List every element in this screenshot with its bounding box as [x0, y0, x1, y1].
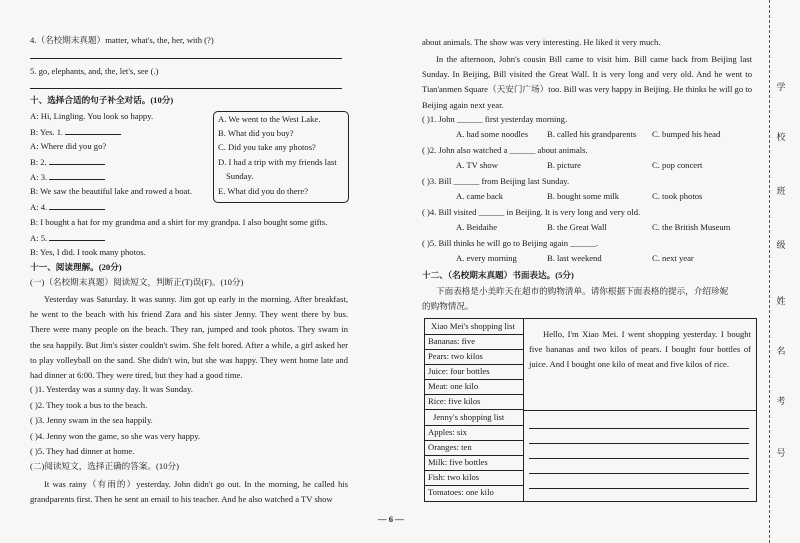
margin-char: 名 — [776, 346, 786, 356]
mc-question-4: ( )4. Bill visited ______ in Beijing. It is very long and very old. — [422, 207, 641, 217]
mc-3-option-c: C. took photos — [652, 191, 703, 201]
margin-char: 校 — [776, 132, 786, 142]
page-number: — 6 — — [378, 514, 404, 524]
blank-5[interactable] — [49, 232, 105, 241]
jenny-item: Tomatoes: one kilo — [428, 487, 494, 497]
section-12-title: 十二、（名校期末真题）书面表达。(5分) — [422, 270, 574, 280]
tf-question-1: ( )1. Yesterday was a sunny day. It was Sunday. — [30, 384, 193, 394]
mc-question-1: ( )1. John ______ first yesterday morning. — [422, 114, 568, 124]
answer-line-4[interactable] — [30, 58, 342, 59]
shopping-lists-column — [425, 319, 524, 501]
writing-line-2[interactable] — [529, 443, 749, 444]
option-e: E. What did you do there? — [218, 186, 309, 196]
dialog-line-8: B: I bought a hat for my grandma and a shirt for my grandpa. I also bought some gifts. — [30, 217, 328, 227]
blank-2[interactable] — [49, 156, 105, 165]
jenny-item: Apples: six — [425, 425, 523, 441]
mc-2-option-b: B. picture — [547, 160, 581, 170]
part-2-title: (二)阅读短文，选择正确的答案。(10分) — [30, 461, 179, 471]
jenny-item: Oranges: ten — [425, 440, 523, 456]
passage-2: It was rainy（有雨的）yesterday. John didn't go out. In the morning, he called his grandparents first. Then he sent an email to his teacher. And he also watched a TV show — [30, 479, 348, 505]
mc-3-option-a: A. came back — [456, 191, 504, 201]
mc-1-option-b: B. called his grandparents — [547, 129, 637, 139]
part-1-title: (一)（名校期末真题）阅读短文，判断正(T)误(F)。(10分) — [30, 277, 244, 287]
xiaomei-item: Pears: two kilos — [425, 349, 523, 365]
dialog-line-3: A: Where did you go? — [30, 141, 107, 151]
dialog-line-7: A: 4. — [30, 201, 105, 214]
mc-2-option-a: A. TV show — [456, 160, 498, 170]
option-a: A. We went to the West Lake. — [218, 114, 321, 124]
writing-line-5[interactable] — [529, 488, 749, 489]
option-d-cont: Sunday. — [226, 171, 254, 181]
dialog-line-1: A: Hi, Lingling. You look so happy. — [30, 111, 154, 121]
blank-3[interactable] — [49, 171, 105, 180]
tf-question-4: ( )4. Jenny won the game, so she was very happy. — [30, 431, 201, 441]
question-5: 5. go, elephants, and, the, let's, see (.) — [30, 66, 159, 76]
xiaomei-item: Rice: five kilos — [425, 394, 523, 410]
blank-1[interactable] — [65, 126, 121, 135]
section-12-instructions-cont: 的购物情况。 — [422, 301, 474, 311]
shopping-table — [424, 318, 757, 502]
section-12-instructions: 下面表格是小美昨天在超市的购物清单。请你根据下面表格的提示，介绍珍妮 — [436, 286, 729, 296]
option-d: D. I had a trip with my friends last — [218, 157, 337, 167]
jenny-item: Milk: five bottles — [425, 455, 523, 471]
jenny-item: Fish: two kilos — [425, 470, 523, 486]
tf-question-5: ( )5. They had dinner at home. — [30, 446, 135, 456]
blank-4[interactable] — [49, 201, 105, 210]
margin-char: 学 — [776, 82, 786, 92]
passage-2-cont-2: In the afternoon, John's cousin Bill came to visit him. Bill came back from Beijing last Sunday. In Beijing, Bill visited the Great Wall. It is very long and very old. And he went to Tian'anmen Square（天安门广场）too. Bill was very happy in Beijing. He thinks he will go to Beijing again next year. — [422, 54, 752, 110]
mc-1-option-c: C. bumped his head — [652, 129, 721, 139]
writing-line-3[interactable] — [529, 458, 749, 459]
dialog-line-5: A: 3. — [30, 171, 105, 184]
margin-char: 姓 — [776, 296, 786, 306]
section-10-title: 十、选择合适的句子补全对话。(10分) — [30, 95, 174, 105]
mc-2-option-c: C. pop concert — [652, 160, 703, 170]
options-box — [213, 111, 349, 203]
question-4: 4.（名校期末真题）matter, what's, the, her, with (?) — [30, 35, 214, 45]
mc-4-option-b: B. the Great Wall — [547, 222, 607, 232]
mc-1-option-a: A. had some noodles — [456, 129, 529, 139]
mc-4-option-a: A. Beidaihe — [456, 222, 498, 232]
passage-1: Yesterday was Saturday. It was sunny. Jim got up early in the morning. After breakfast, he went to the beach with his friend Zara and his sister Jenny. They went there by bus. There were many people on the beach. They ran, jumped and took photos. They swam in the sea happily. But Jim's sister couldn't swim. She felt bored. After a while, a girl asked her to play volleyball on the sand. She didn't win, but she was happy. They went home late and had dinner at 6:00. They were tired, but they had a good time. — [30, 294, 348, 381]
dialog-line-4: B: 2. — [30, 156, 105, 169]
section-11-title: 十一、阅读理解。(20分) — [30, 262, 122, 272]
tf-question-2: ( )2. They took a bus to the beach. — [30, 400, 148, 410]
option-c: C. Did you take any photos? — [218, 142, 316, 152]
margin-char: 考 — [776, 396, 786, 406]
xiaomei-item: Meat: one kilo — [425, 379, 523, 395]
mc-3-option-b: B. bought some milk — [547, 191, 620, 201]
dialog-line-9: A: 5. — [30, 232, 105, 245]
mc-4-option-c: C. the British Museum — [652, 222, 731, 232]
writing-line-1[interactable] — [529, 428, 749, 429]
xiaomei-item: Bananas: five — [425, 334, 523, 350]
mc-5-option-a: A. every morning — [456, 253, 517, 263]
table-divider — [523, 410, 756, 411]
mc-5-option-b: B. last weekend — [547, 253, 602, 263]
tf-question-3: ( )3. Jenny swam in the sea happily. — [30, 415, 153, 425]
mc-question-3: ( )3. Bill ______ from Beijing last Sunday. — [422, 176, 570, 186]
passage-2-cont-1: about animals. The show was very interesting. He liked it very much. — [422, 37, 661, 47]
margin-char: 号 — [776, 448, 786, 458]
option-b: B. What did you buy? — [218, 128, 294, 138]
mc-question-5: ( )5. Bill thinks he will go to Beijing again ______. — [422, 238, 599, 248]
answer-line-5[interactable] — [30, 88, 342, 89]
mc-question-2: ( )2. John also watched a ______ about animals. — [422, 145, 588, 155]
xiaomei-item: Juice: four bottles — [425, 364, 523, 380]
mc-5-option-c: C. next year — [652, 253, 694, 263]
dialog-line-2: B: Yes. 1. — [30, 126, 121, 139]
margin-char: 班 — [776, 186, 786, 196]
binding-margin — [769, 0, 792, 543]
xiaomei-list-header: Xiao Mei's shopping list — [425, 319, 523, 335]
writing-line-4[interactable] — [529, 473, 749, 474]
jenny-list-header: Jenny's shopping list — [425, 410, 523, 426]
dialog-line-6: B: We saw the beautiful lake and rowed a boat. — [30, 186, 192, 196]
margin-char: 级 — [776, 240, 786, 250]
dialog-line-10: B: Yes, I did. I took many photos. — [30, 247, 146, 257]
sample-composition: Hello, I'm Xiao Mei. I went shopping yesterday. I bought five bananas and two kilos of pears. I bought four bottles of juice. And I bought one kilo of meat and five kilos of rice. — [529, 329, 751, 370]
